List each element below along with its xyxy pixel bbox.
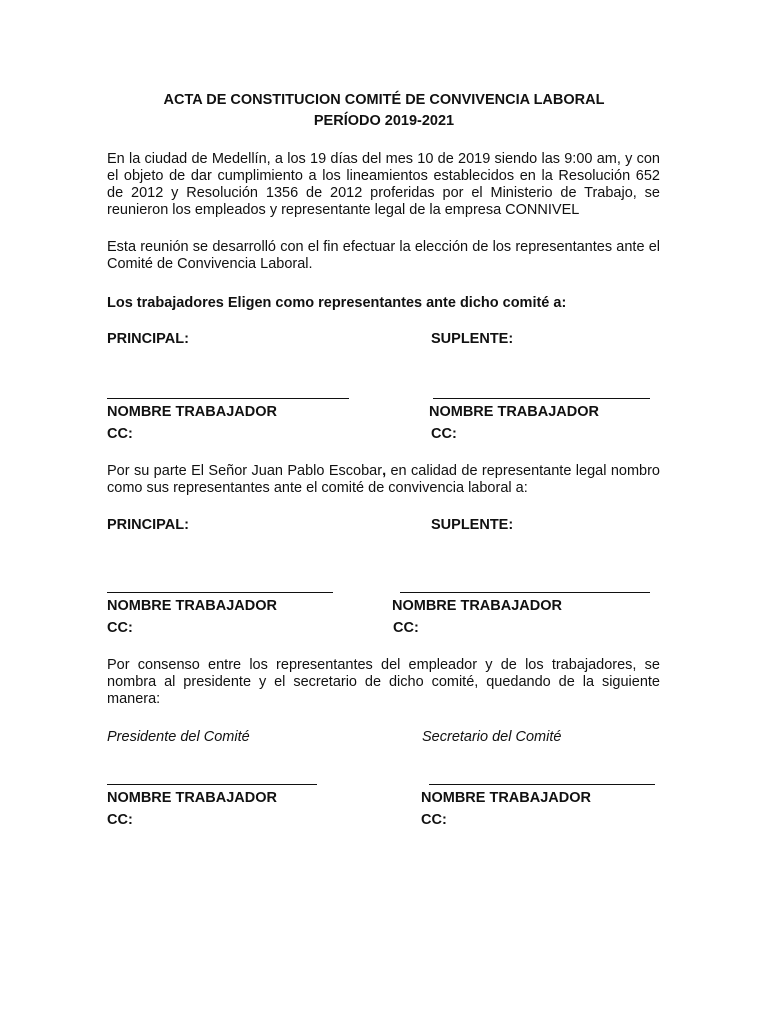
purpose-paragraph: Esta reunión se desarrolló con el fin efectuar la elección de los representantes ante el Comité de Convivencia Laboral. <box>107 239 660 272</box>
workers-principal-signature-line <box>107 398 349 399</box>
employer-paragraph <box>107 463 660 497</box>
employer-suplente-name: NOMBRE TRABAJADOR <box>392 598 562 614</box>
workers-principal-label: PRINCIPAL: <box>107 331 189 347</box>
employer-paragraph-prefix: Por su parte El Señor Juan Pablo Escobar <box>107 463 383 479</box>
secretary-signature-line <box>429 784 655 785</box>
consensus-paragraph: Por consenso entre los representantes del empleador y de los trabajadores, se nombra al presidente y el secretario de dicho comité, quedando de la siguiente manera: <box>107 657 660 707</box>
employer-suplente-cc: CC: <box>393 620 419 636</box>
employer-principal-name: NOMBRE TRABAJADOR <box>107 598 277 614</box>
employer-suplente-label: SUPLENTE: <box>431 517 514 533</box>
document-title: ACTA DE CONSTITUCION COMITÉ DE CONVIVENCIA LABORAL <box>163 92 605 108</box>
workers-suplente-name: NOMBRE TRABAJADOR <box>429 404 599 420</box>
president-name: NOMBRE TRABAJADOR <box>107 790 277 806</box>
secretary-label: Secretario del Comité <box>422 729 562 745</box>
workers-principal-name: NOMBRE TRABAJADOR <box>107 404 277 420</box>
intro-paragraph: En la ciudad de Medellín, a los 19 días del mes 10 de 2019 siendo las 9:00 am, y con el objeto de dar cumplimiento a los lineamientos establecidos en la Resolución 652 de 2012 y Resolución 1356 de 2012 proferidas por el Ministerio de Trabajo, se reunieron los empleados y representante legal de la empresa CONNIVEL <box>107 151 660 218</box>
employer-principal-signature-line <box>107 592 333 593</box>
president-signature-line <box>107 784 317 785</box>
workers-statement: Los trabajadores Eligen como representantes ante dicho comité a: <box>107 295 567 311</box>
president-cc: CC: <box>107 812 133 828</box>
workers-principal-cc: CC: <box>107 426 133 442</box>
document-period: PERÍODO 2019-2021 <box>313 113 455 129</box>
secretary-name: NOMBRE TRABAJADOR <box>421 790 591 806</box>
employer-principal-label: PRINCIPAL: <box>107 517 189 533</box>
president-label: Presidente del Comité <box>107 729 250 745</box>
employer-principal-cc: CC: <box>107 620 133 636</box>
employer-paragraph-comma: , <box>382 463 387 479</box>
employer-suplente-signature-line <box>400 592 650 593</box>
workers-suplente-label: SUPLENTE: <box>431 331 514 347</box>
workers-suplente-cc: CC: <box>431 426 457 442</box>
secretary-cc: CC: <box>421 812 447 828</box>
employer-paragraph-rest: en calidad de representante legal nombro como sus representantes ante el comité de convivencia laboral a: <box>107 463 660 496</box>
workers-suplente-signature-line <box>433 398 650 399</box>
